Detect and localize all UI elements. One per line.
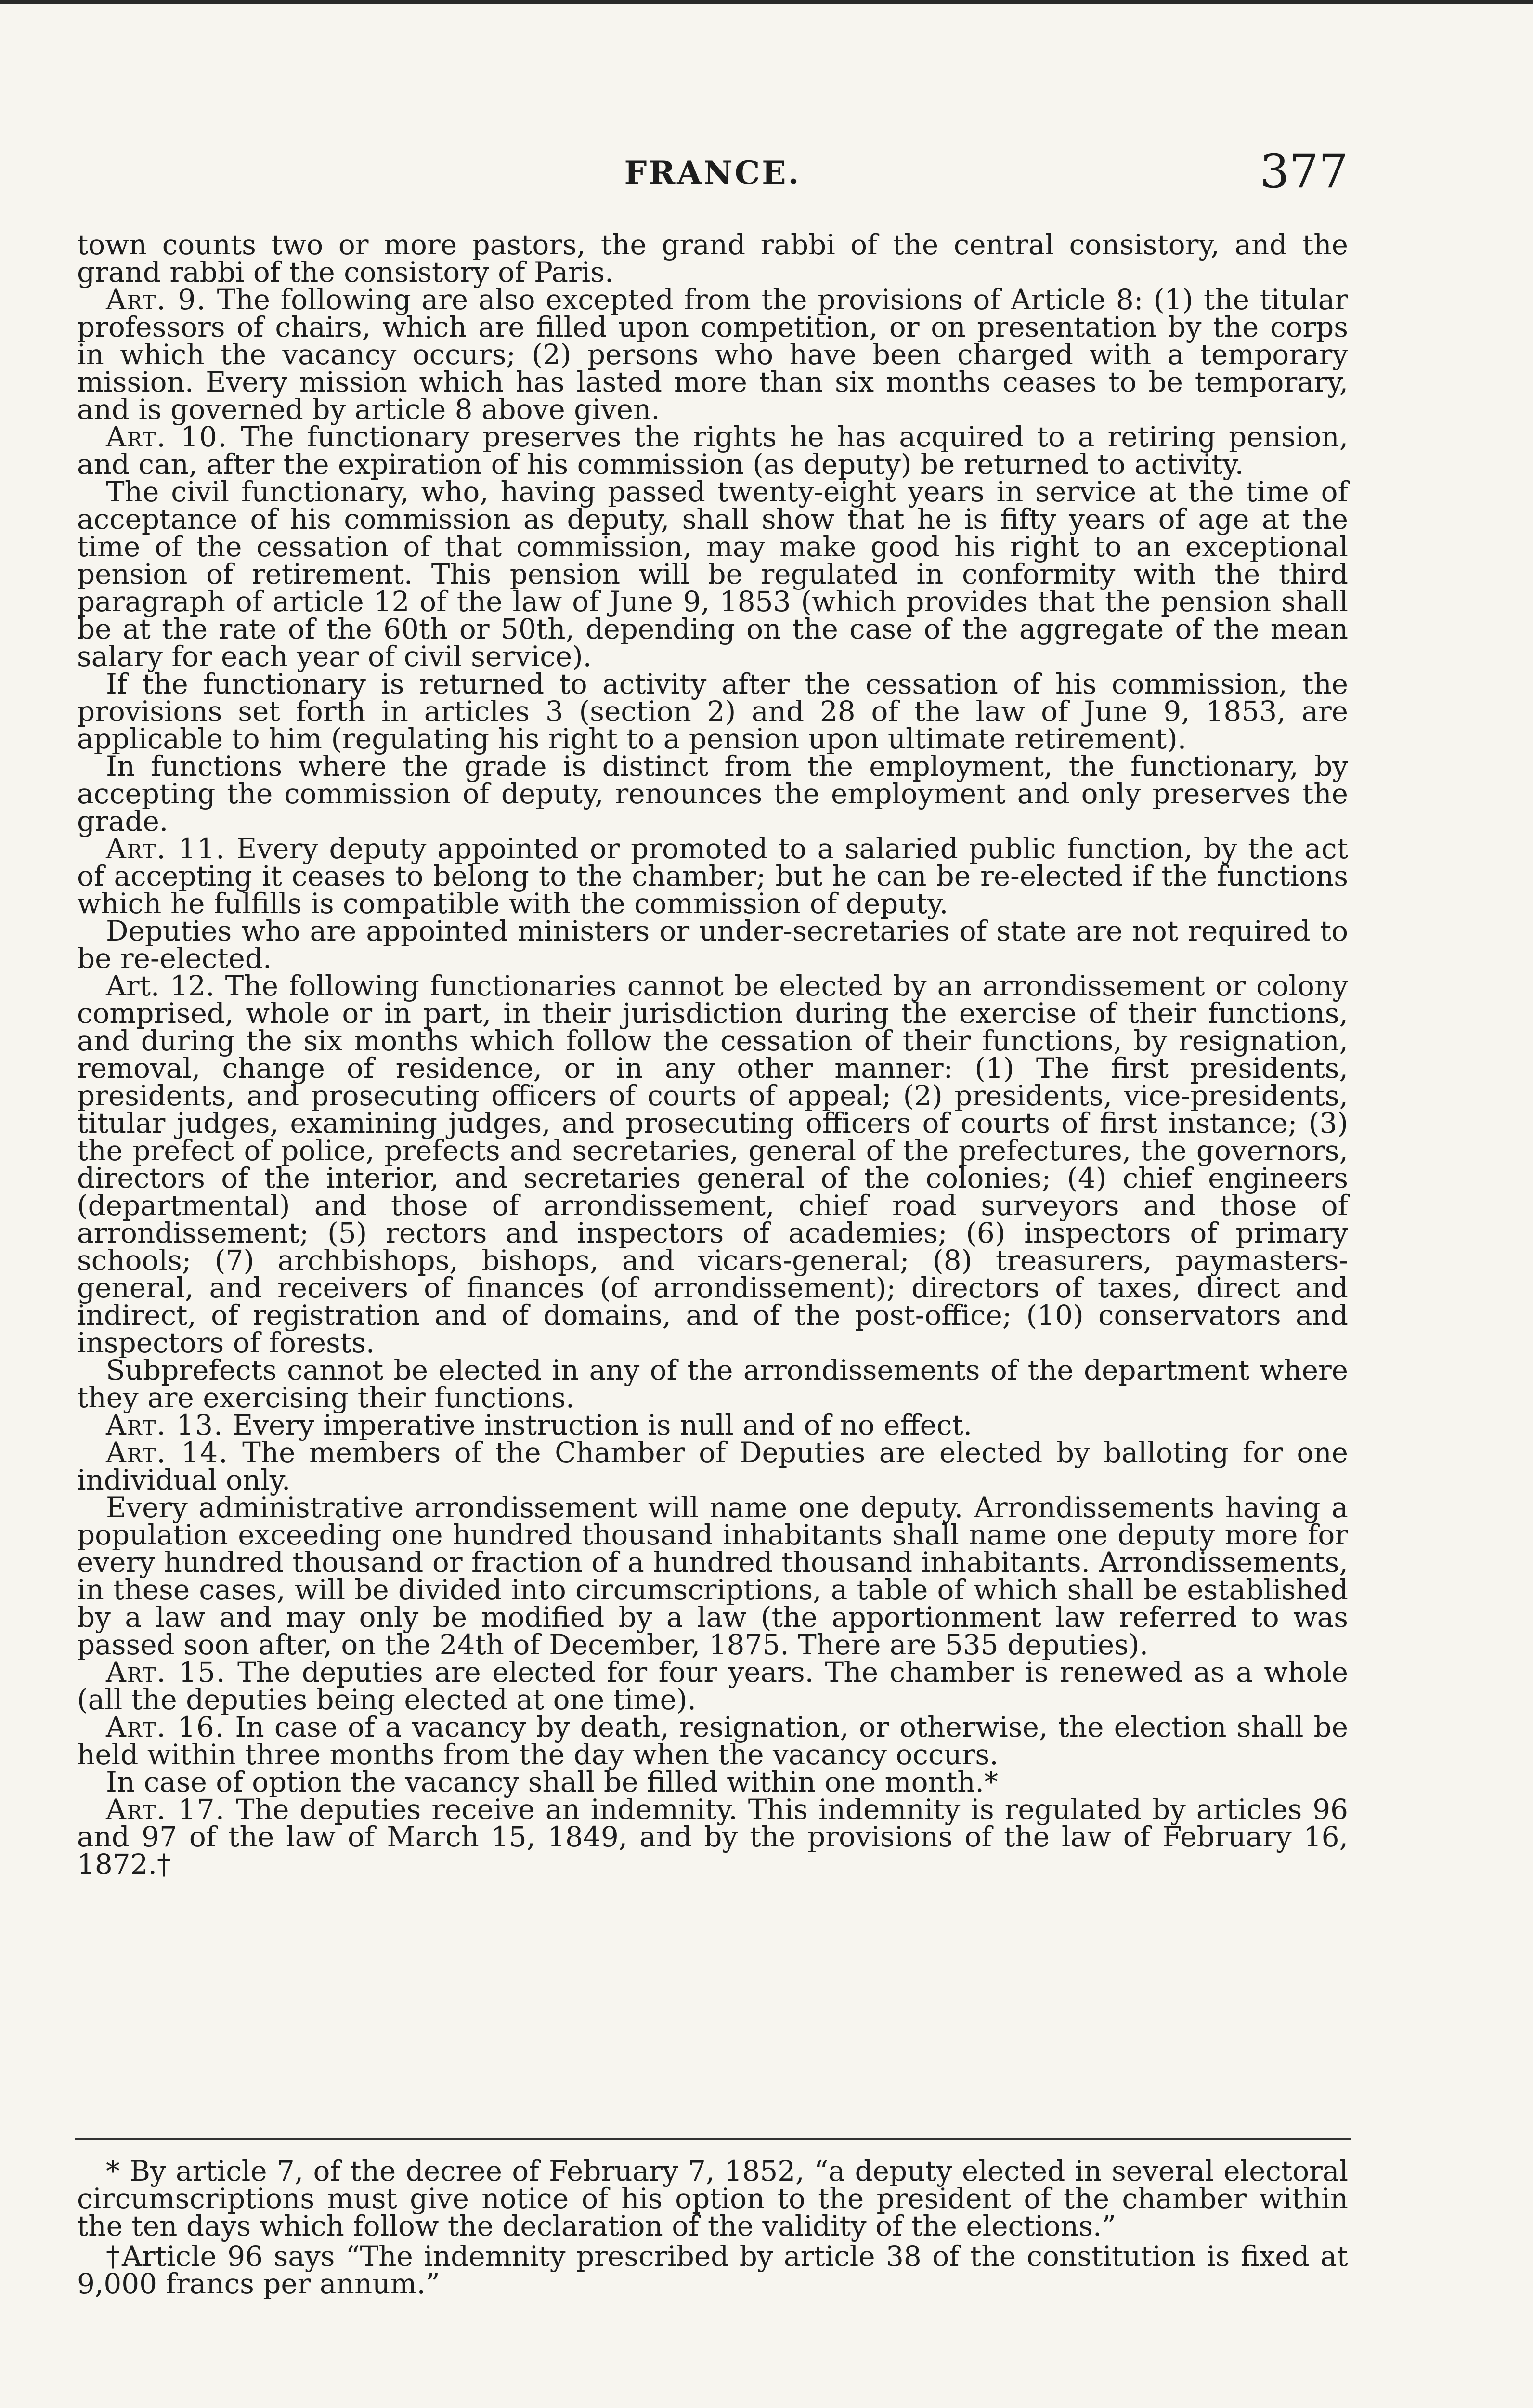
footnotes <box>77 2155 1348 2301</box>
running-head: FRANCE. <box>624 154 801 192</box>
article-lead: Art. 10. <box>106 420 228 453</box>
paragraph-text: Every administrative arrondissement will name one deputy. Arrondissements having a population exceeding one hundred thousand inhabitants shall name one deputy more for every hundred thousand or fraction of a hundred thousand inhabitants. Arrondissements, in these cases, will be divided into circumscriptions, a table of which shall be established by a law and may only be modified by a law (the apportionment law referred to was passed soon after, on the 24th of December, 1875. There are 535 deputies). <box>77 1491 1348 1661</box>
article-lead: Art. 15. <box>106 1656 226 1688</box>
page-number: 377 <box>1260 144 1348 198</box>
footnote: †Article 96 says “The indemnity prescribed by article 38 of the constitution is fixed at 9,000 francs per annum.” <box>77 2240 1348 2300</box>
paragraph-text: In functions where the grade is distinct from the employment, the functionary, by accepting the commission of deputy, renounces the employment and only preserves the grade. <box>77 750 1348 838</box>
paragraph-text: In case of a vacancy by death, resignation, or otherwise, the election shall be held within three months from the day when the vacancy occurs. <box>77 1711 1349 1771</box>
paragraph-text: Every deputy appointed or promoted to a salaried public function, by the act of accepting it ceases to belong to the chamber; but he can be re-elected if the functions which he fulfills is compatible with the commission of deputy. <box>77 832 1349 920</box>
article-10 <box>77 420 1349 481</box>
article-lead: Art. 16. <box>106 1711 225 1743</box>
article-17 <box>77 1793 1348 1881</box>
article-12 <box>77 969 1348 1359</box>
article-14 <box>77 1436 1348 1496</box>
article-lead: Art. 13. <box>106 1409 224 1441</box>
article-lead: Art. 17. <box>106 1793 226 1826</box>
paragraph-text: The members of the Chamber of Deputies are elected by balloting for one individual only. <box>77 1436 1348 1496</box>
paragraph-text: If the functionary is returned to activity after the cessation of his commission, the provisions set forth in articles 3 (section 2) and 28 of the law of June 9, 1853, are applicable to him (regulating his right to a pension upon ultimate retirement). <box>77 667 1348 755</box>
paragraph <box>77 750 1348 838</box>
top-border-rule <box>0 0 1533 4</box>
paragraph <box>77 1768 1348 1796</box>
paragraph-text: The functionary preserves the rights he has acquired to a retiring pension, and can, after the expiration of his commission (as deputy) be returned to activity. <box>77 420 1349 481</box>
footnote: * By article 7, of the decree of February 7, 1852, “a deputy elected in several electoral circumscriptions must give notice of his option to the president of the chamber within the ten days which follow the declaration of the validity of the elections.” <box>77 2155 1348 2242</box>
paragraph <box>77 1354 1348 1414</box>
body-text <box>77 228 1349 1881</box>
article-lead: Art. 11. <box>106 832 226 865</box>
paragraph-text: Deputies who are appointed ministers or under-secretaries of state are not required to be re-elected. <box>77 915 1348 975</box>
paragraph <box>77 228 1348 288</box>
paragraph-text: The deputies are elected for four years. The chamber is renewed as a whole (all the deputies being elected at one time). <box>77 1656 1348 1716</box>
paragraph-text: Every imperative instruction is null and of no effect. <box>232 1409 973 1441</box>
paragraph-text: The civil functionary, who, having passed twenty-eight years in service at the time of acceptance of his commission as deputy, shall show that he is fifty years of age at the time of the cessation of that commission, may make good his right to an exceptional pension of retirement. This pension will be regulated in conformity with the third paragraph of article 12 of the law of June 9, 1853 (which provides that the pension shall be at the rate of the 60th or 50th, depending on the case of the aggregate of the mean salary for each year of civil service). <box>77 475 1348 673</box>
paragraph-text: Art. 12. The following functionaries cannot be elected by an arrondissement or colony comprised, whole or in part, in their jurisdiction during the exercise of their functions, and during the six months which follow the cessation of their functions, by resignation, removal, change of residence, or in any other manner: (1) The first presidents, presidents, and prosecuting officers of courts of appeal; (2) presidents, vice-presidents, titular judges, examining judges, and prosecuting officers of courts of first instance; (3) the prefect of police, prefects and secretaries, general of the prefectures, the governors, directors of the interior, and secretaries general of the colonies; (4) chief engineers (departmental) and those of arrondissement, chief road surveyors and those of arrondissement; (5) rectors and inspectors of academies; (6) inspectors of primary schools; (7) archbishops, bishops, and vicars-general; (8) treasurers, paymasters-general, and receivers of finances (of arrondissement); directors of taxes, direct and indirect, of registration and of domains, and of the post-office; (10) conservators and inspectors of forests. <box>77 969 1348 1359</box>
paragraph-text: Subprefects cannot be elected in any of the arrondissements of the department where they are exercising their functions. <box>77 1354 1348 1414</box>
paragraph-text: town counts two or more pastors, the grand rabbi of the central consistory, and the grand rabbi of the consistory of Paris. <box>77 228 1348 288</box>
article-11 <box>77 832 1349 920</box>
paragraph <box>77 475 1348 673</box>
paragraph <box>77 667 1348 755</box>
article-lead: Art. 9. <box>106 283 207 316</box>
footnote-divider <box>75 2138 1351 2140</box>
paragraph <box>77 915 1348 975</box>
paragraph-text: In case of option the vacancy shall be filled within one month.* <box>106 1766 998 1798</box>
article-13 <box>77 1409 1348 1441</box>
article-16 <box>77 1711 1349 1771</box>
paragraph-text: The deputies receive an indemnity. This indemnity is regulated by articles 96 and 97 of the law of March 15, 1849, and by the provisions of the law of February 16, 1872.† <box>77 1793 1348 1881</box>
article-15 <box>77 1656 1348 1716</box>
article-lead: Art. 14. <box>106 1436 229 1469</box>
paragraph-text: The following are also excepted from the provisions of Article 8: (1) the titular professors of chairs, which are filled upon competition, or on presentation by the corps in which the vacancy occurs; (2) persons who have been charged with a temporary mission. Every mission which has lasted more than six months ceases to be temporary, and is governed by article 8 above given. <box>77 283 1348 426</box>
page-header <box>77 144 1348 202</box>
article-9 <box>77 283 1348 426</box>
paragraph <box>77 1491 1348 1661</box>
